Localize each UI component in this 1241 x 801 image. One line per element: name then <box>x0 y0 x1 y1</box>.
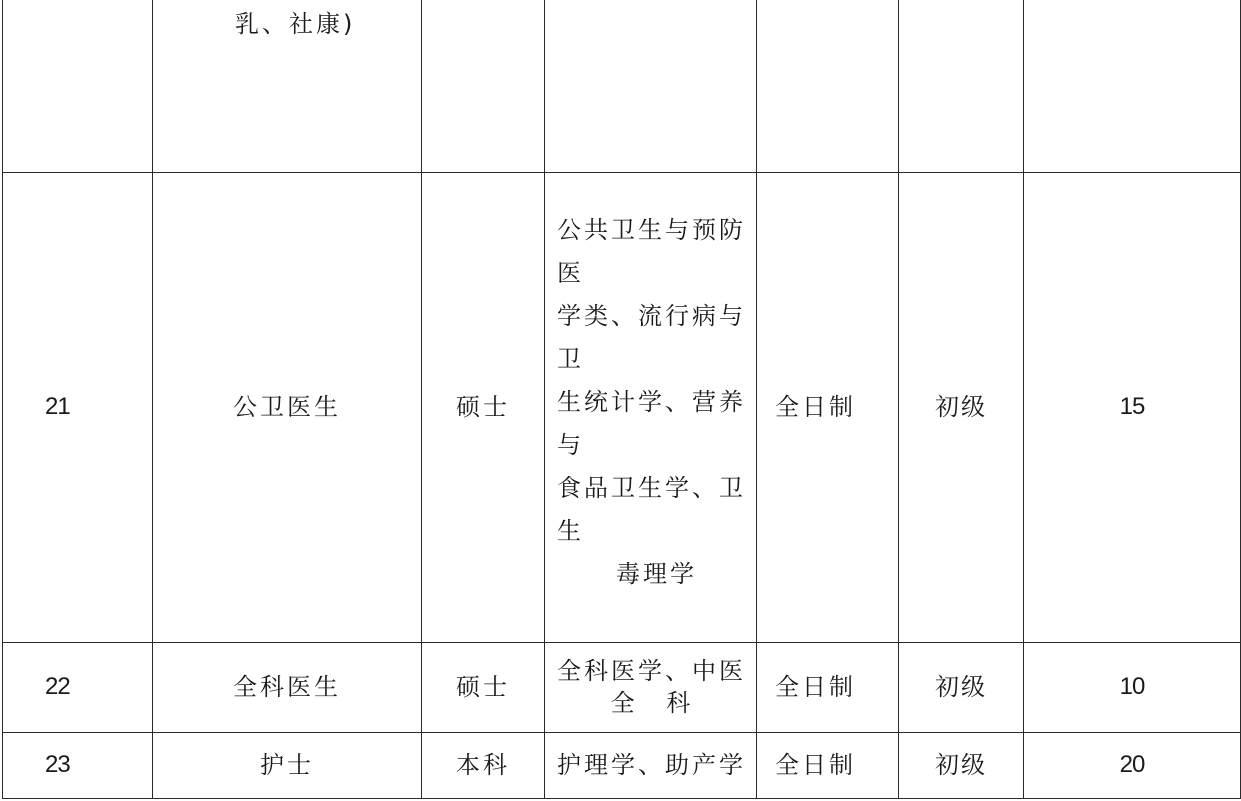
count-cell: 20 <box>1024 732 1241 798</box>
major-line: 学类、流行病与 <box>557 301 746 330</box>
position-cell: 公卫医生 <box>153 172 422 642</box>
degree-cell: 硕士 <box>422 642 545 732</box>
count-cell: 15 <box>1024 172 1241 642</box>
index-cell <box>3 0 153 172</box>
study-mode-cell: 全日制 <box>757 172 899 642</box>
title-level-cell: 初级 <box>899 172 1024 642</box>
index-cell: 23 <box>3 732 153 798</box>
major-line: 公共卫生与预防 <box>557 215 746 244</box>
major-line: 毒理学 <box>616 559 697 588</box>
study-mode-cell: 全日制 <box>757 642 899 732</box>
index-cell: 22 <box>3 642 153 732</box>
table-row <box>3 732 1241 798</box>
major-line: 全 科 <box>610 689 703 717</box>
position-cell: 护士 <box>153 732 422 798</box>
study-mode-cell <box>757 0 899 172</box>
count-cell: 10 <box>1024 642 1241 732</box>
study-mode-cell: 全日制 <box>757 732 899 798</box>
title-level-cell <box>899 0 1024 172</box>
table-row <box>3 642 1241 732</box>
title-level-cell: 初级 <box>899 642 1024 732</box>
major-cell <box>545 0 757 172</box>
major-line: 食品卫生学、卫 <box>557 473 746 502</box>
major-line: 生统计学、营养 <box>557 387 746 416</box>
major-line: 生 <box>557 516 584 545</box>
major-line: 卫 <box>557 344 584 373</box>
position-cell <box>153 0 422 172</box>
degree-cell: 本科 <box>422 732 545 798</box>
recruitment-table <box>2 0 1241 799</box>
major-line: 与 <box>557 430 584 459</box>
count-cell <box>1024 0 1241 172</box>
position-name-tail: 乳、社康) <box>235 10 356 38</box>
index-cell: 21 <box>3 172 153 642</box>
table-row <box>3 172 1241 642</box>
major-cell <box>545 642 757 732</box>
major-line: 全科医学、中医 <box>557 657 746 685</box>
table-row <box>3 0 1241 172</box>
major-cell <box>545 172 757 642</box>
major-line: 护理学、助产学 <box>557 751 746 779</box>
major-cell <box>545 732 757 798</box>
title-level-cell: 初级 <box>899 732 1024 798</box>
major-line: 医 <box>557 258 584 287</box>
position-cell: 全科医生 <box>153 642 422 732</box>
degree-cell <box>422 0 545 172</box>
degree-cell: 硕士 <box>422 172 545 642</box>
